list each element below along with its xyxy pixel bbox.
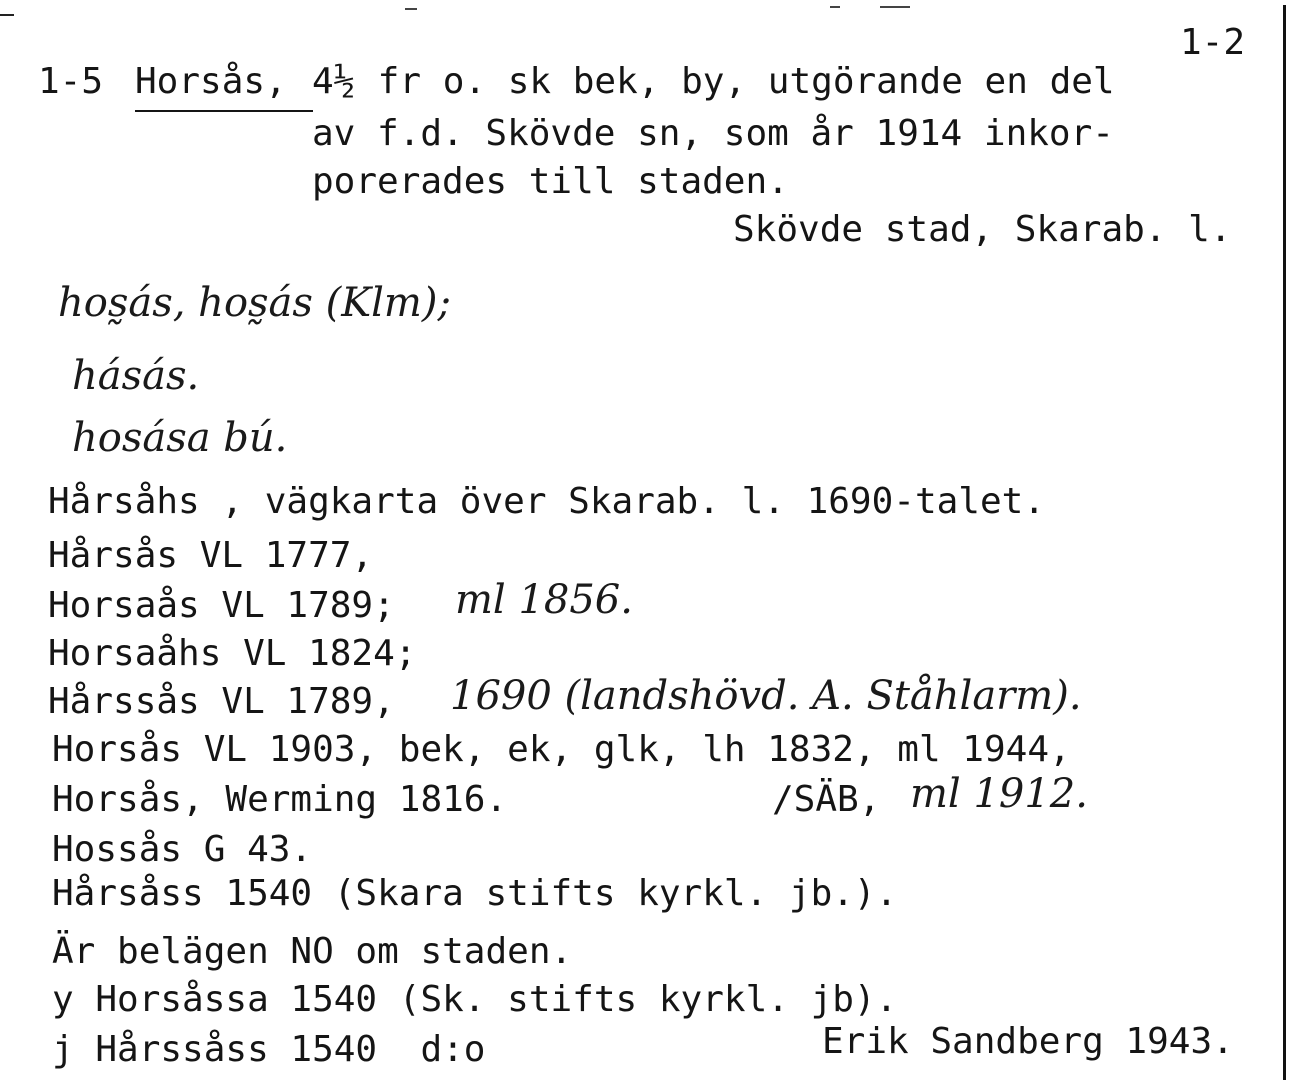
form-line: Hårsåhs , vägkarta över Skarab. l. 1690-talet.	[48, 481, 1045, 522]
form-line: Horsås, Werming 1816.	[52, 779, 508, 820]
header-line-3: porerades till staden.	[312, 161, 789, 202]
handwritten-note: ml 1912.	[910, 771, 1088, 817]
parish-line: Skövde stad, Skarab. l.	[733, 209, 1232, 250]
signature: Erik Sandberg 1943.	[822, 1021, 1234, 1062]
form-line: Är belägen NO om staden.	[52, 931, 573, 972]
form-line: Hossås G 43.	[52, 829, 313, 870]
distance-fraction: 4½	[312, 61, 356, 102]
header-line-2: av f.d. Skövde sn, som år 1914 inkor-	[312, 113, 1114, 154]
scan-speck	[830, 6, 840, 8]
scan-speck	[405, 8, 417, 10]
form-line: Horsaås VL 1789;	[48, 585, 395, 626]
card-corner-mark	[0, 14, 14, 16]
scan-speck	[880, 6, 910, 8]
header-line-1: fr o. sk bek, by, utgörande en del	[356, 61, 1115, 102]
pronunciation-3: hosása bú.	[72, 415, 288, 461]
card-right-edge	[1283, 5, 1286, 1080]
form-line: Hårssås VL 1789,	[48, 681, 395, 722]
entry-number: 1-5	[38, 61, 104, 102]
form-line: j Hårssåss 1540 d:o	[52, 1029, 486, 1070]
page-number: 1-2	[1180, 22, 1246, 63]
handwritten-note: 1690 (landshövd. A. Ståhlarm).	[450, 673, 1082, 719]
form-line: y Horsåssa 1540 (Sk. stifts kyrkl. jb).	[52, 979, 898, 1020]
form-line: Hårsåss 1540 (Skara stifts kyrkl. jb.).	[52, 873, 898, 914]
pronunciation-1: hos̰ás, hos̰ás (Klm);	[58, 280, 451, 326]
pronunciation-2: hásás.	[72, 353, 200, 399]
form-line: Horsås VL 1903, bek, ek, glk, lh 1832, ml 1944,	[52, 729, 1071, 770]
handwritten-note: ml 1856.	[455, 577, 633, 623]
headword-underline	[135, 110, 313, 112]
form-line: Hårsås VL 1777,	[48, 535, 374, 576]
source-abbreviation: /SÄB,	[772, 779, 881, 820]
headword: Horsås,	[135, 61, 287, 102]
form-line: Horsaåhs VL 1824;	[48, 633, 417, 674]
